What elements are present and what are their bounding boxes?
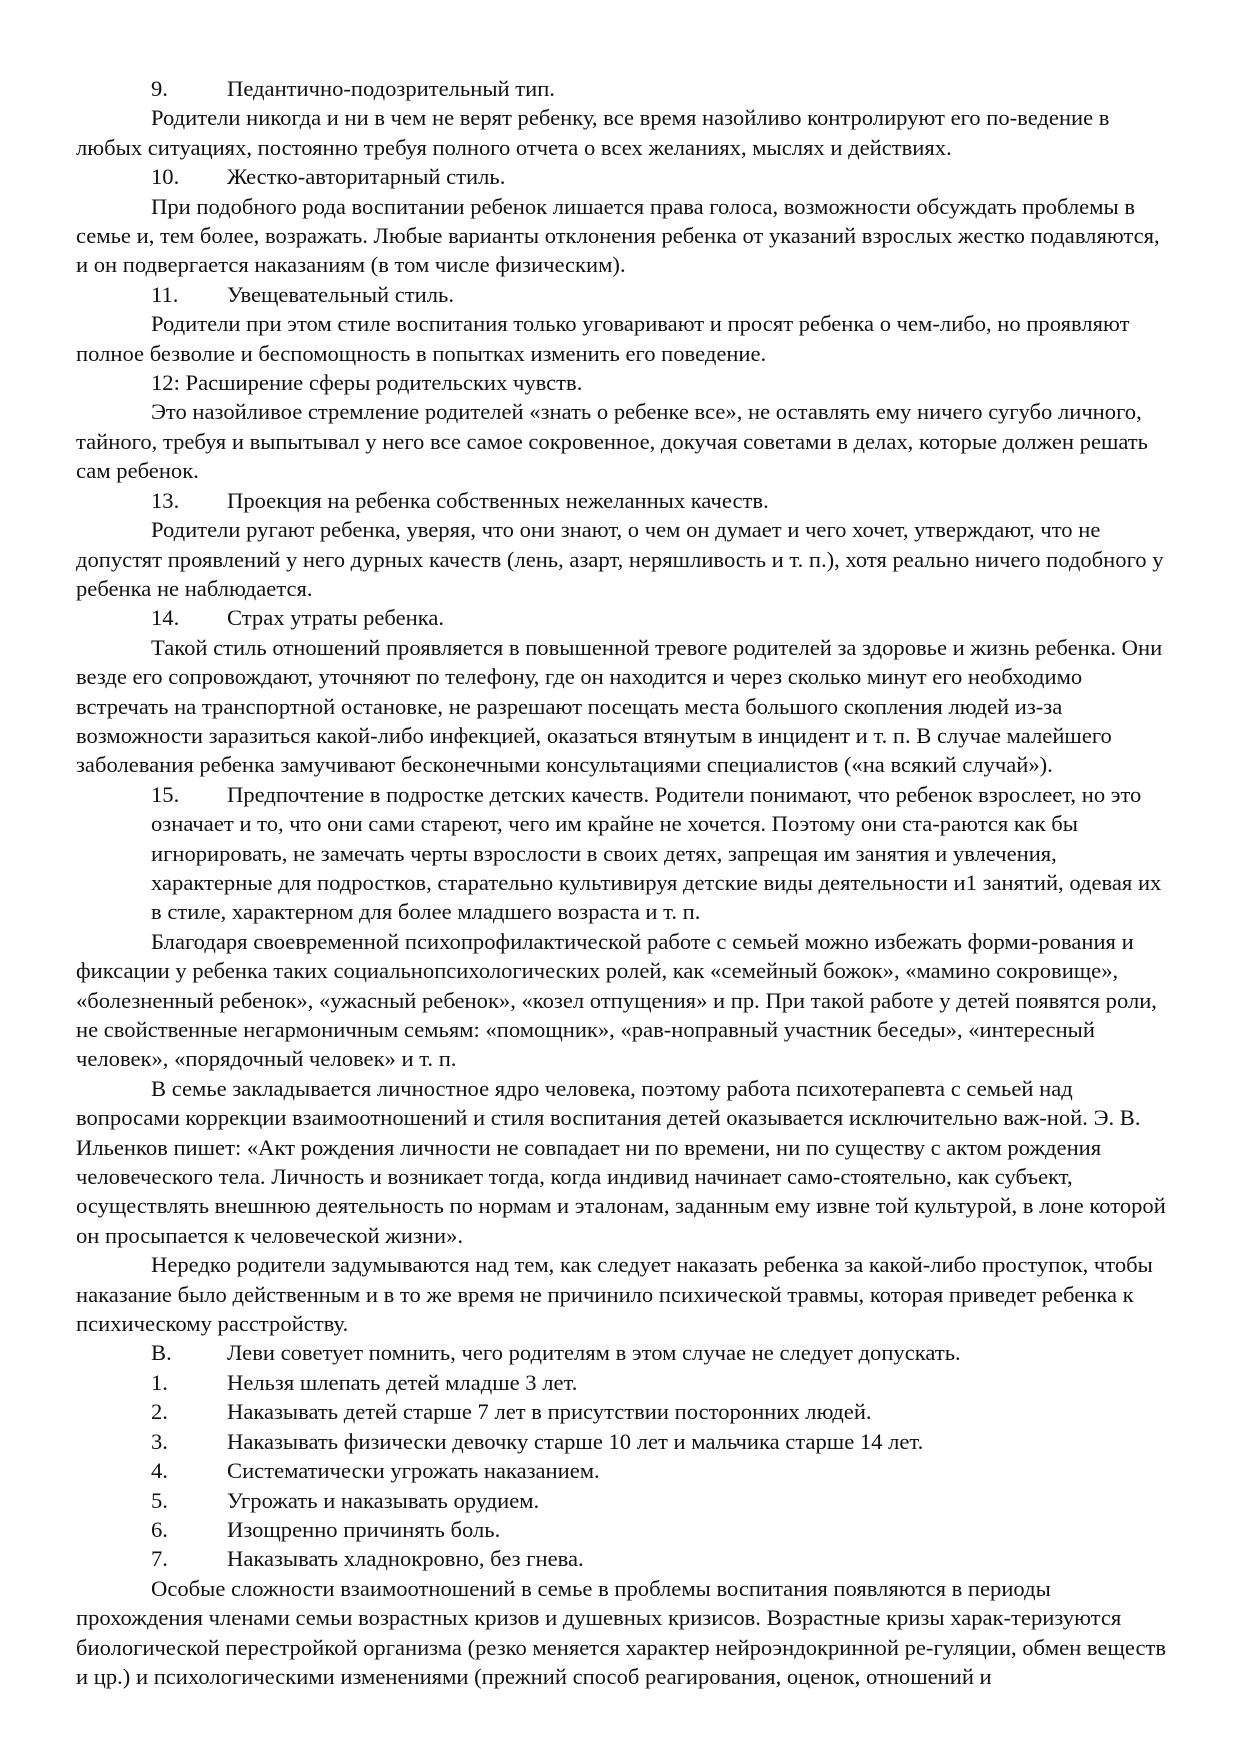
list-item-12: 12: Расширение сферы родительских чувств.: [151, 370, 583, 396]
list-item-9: [76, 74, 1170, 103]
item-number: 3.: [151, 1428, 168, 1454]
rule-item-2: [76, 1397, 1170, 1426]
item-text: Страх утраты ребенка.: [227, 605, 445, 631]
item-text: Проекция на ребенка собственных нежеланных качеств.: [227, 487, 769, 513]
list-item-14: [76, 603, 1170, 632]
paragraph: В семье закладывается личностное ядро человека, поэтому работа психотерапевта с семьей над вопросами коррекции взаимоотношений и стиля воспитания детей оказывается исключительно важ-ной. Э. В. Ильенков пишет: «Акт рождения личности не совпадает ни по времени, ни по существу с актом рождения человеческого тела. Личность и возникает тогда, когда индивид начинает само-стоятельно, как субъект, осуществлять внешнюю деятельность по нормам и эталонам, заданным ему извне той культурой, в лоне которой он просыпается к человеческой жизни».: [76, 1075, 1166, 1248]
paragraph: Родители ругают ребенка, уверяя, что они знают, о чем он думает и чего хочет, утверждают, что не допустят проявлений у него дурных качеств (лень, азарт, неряшливость и т. п.), хотя реально ничего подобного у ребенка не наблюдается.: [76, 517, 1164, 601]
item-text: Наказывать физически девочку старше 10 лет и мальчика старше 14 лет.: [227, 1428, 924, 1454]
item-number: 1.: [151, 1369, 168, 1395]
item-text: Изощренно причинять боль.: [227, 1516, 501, 1542]
rule-item-7: [76, 1544, 1170, 1573]
item-text: Жестко-авторитарный стиль.: [227, 164, 506, 190]
item-text: Нельзя шлепать детей младше 3 лет.: [227, 1369, 578, 1395]
item-number: 14.: [151, 605, 180, 631]
paragraph: Нередко родители задумываются над тем, как следует наказать ребенка за какой-либо проступок, чтобы наказание было действенным и в то же время не причинило психической травмы, которая приведет ребенка к психическому расстройству.: [76, 1252, 1153, 1337]
list-item-11: [76, 280, 1170, 309]
paragraph: Особые сложности взаимоотношений в семье в проблемы воспитания появляются в периоды прохождения членами семьи возрастных кризов и душевных кризисов. Возрастные кризы харак-теризуются биологической перестройкой организма (резко меняется характер нейроэндокринной ре-гуляции, обмен веществ и цр.) и психологическими изменениями (прежний способ реагирования, оценок, отношений и: [76, 1575, 1167, 1689]
document-page: [76, 74, 1170, 1691]
item-text: Наказывать детей старше 7 лет в присутствии посторонних людей.: [227, 1399, 872, 1425]
item-text: Систематически угрожать наказанием.: [227, 1458, 600, 1484]
rule-item-1: [76, 1368, 1170, 1397]
list-item-13: [76, 486, 1170, 515]
item-text: Наказывать хладнокровно, без гнева.: [227, 1546, 584, 1572]
item-number: 6.: [151, 1516, 168, 1542]
item-text: Леви советует помнить, чего родителям в этом случае не следует допускать.: [227, 1340, 961, 1366]
paragraph: Родители при этом стиле воспитания только уговаривают и просят ребенка о чем-либо, но проявляют полное безволие и беспомощность в попытках изменить его поведение.: [76, 311, 1130, 366]
list-item-15: [76, 780, 1170, 927]
item-text: Увещевательный стиль.: [227, 281, 454, 307]
rule-item-5: [76, 1486, 1170, 1515]
item-number: 2.: [151, 1399, 168, 1425]
item-text: Педантично-подозрительный тип.: [227, 76, 555, 101]
paragraph: Благодаря своевременной психопрофилактической работе с семьей можно избежать форми-рования и фиксации у ребенка таких социальнопсихологических ролей, как «семейный божок», «мамино сокровище», «болезненный ребенок», «ужасный ребенок», «козел отпущения» и пр. При такой работе у детей появятся роли, не свойственные негармоничным семьям: «помощник», «рав-ноправный участник беседы», «интересный человек», «порядочный человек» и т. п.: [76, 928, 1157, 1072]
item-text: Предпочтение в подростке детских качеств. Родители понимают, что ребенок взрослеет, но это означает и то, что они сами стареют, чего им крайне не хочется. Поэтому они ста-раются как бы игнорировать, не замечать черты взрослости в своих детях, запрещая им занятия и увлечения, характерные для подростков, старательно культивируя детские виды деятельности и1 занятий, одевая их в стиле, характерном для более младшего возраста и т. п.: [151, 781, 1162, 925]
paragraph: Родители никогда и ни в чем не верят ребенку, все время назойливо контролируют его по-ведение в любых ситуациях, постоянно требуя полного отчета о всех желаниях, мыслях и действиях.: [76, 105, 1110, 160]
list-item-levi: [76, 1338, 1170, 1367]
rule-item-4: [76, 1456, 1170, 1485]
paragraph: Такой стиль отношений проявляется в повышенной тревоге родителей за здоровье и жизнь ребенка. Они везде его сопровождают, уточняют по телефону, где он находится и через сколько минут его необходимо встречать на транспортной остановке, не разрешают посещать места большого скопления людей из-за возможности заразиться какой-либо инфекцией, оказаться втянутым в инцидент и т. п. В случае малейшего заболевания ребенка замучивают бесконечными консультациями специалистов («на всякий случай»).: [76, 634, 1163, 778]
item-number: 15.: [151, 781, 180, 807]
rule-item-6: [76, 1515, 1170, 1544]
item-number: 4.: [151, 1458, 168, 1484]
item-number: 9.: [151, 76, 168, 101]
item-number: В.: [151, 1340, 172, 1366]
item-number: 10.: [151, 164, 180, 190]
item-number: 13.: [151, 487, 180, 513]
item-text: Угрожать и наказывать орудием.: [227, 1487, 540, 1513]
item-number: 5.: [151, 1487, 168, 1513]
list-item-10: [76, 162, 1170, 191]
paragraph: При подобного рода воспитании ребенок лишается права голоса, возможности обсуждать проблемы в семье и, тем более, возражать. Любые варианты отклонения ребенка от указаний взрослых жестко подавляются, и он подвергается наказаниям (в том числе физическим).: [76, 193, 1160, 278]
item-number: 11.: [151, 281, 179, 307]
rule-item-3: [76, 1427, 1170, 1456]
paragraph: Это назойливое стремление родителей «знать о ребенке все», не оставлять ему ничего сугубо личного, тайного, требуя и выпытывал у него все самое сокровенное, докучая советами в делах, которые должен решать сам ребенок.: [76, 399, 1148, 484]
item-number: 7.: [151, 1546, 168, 1572]
